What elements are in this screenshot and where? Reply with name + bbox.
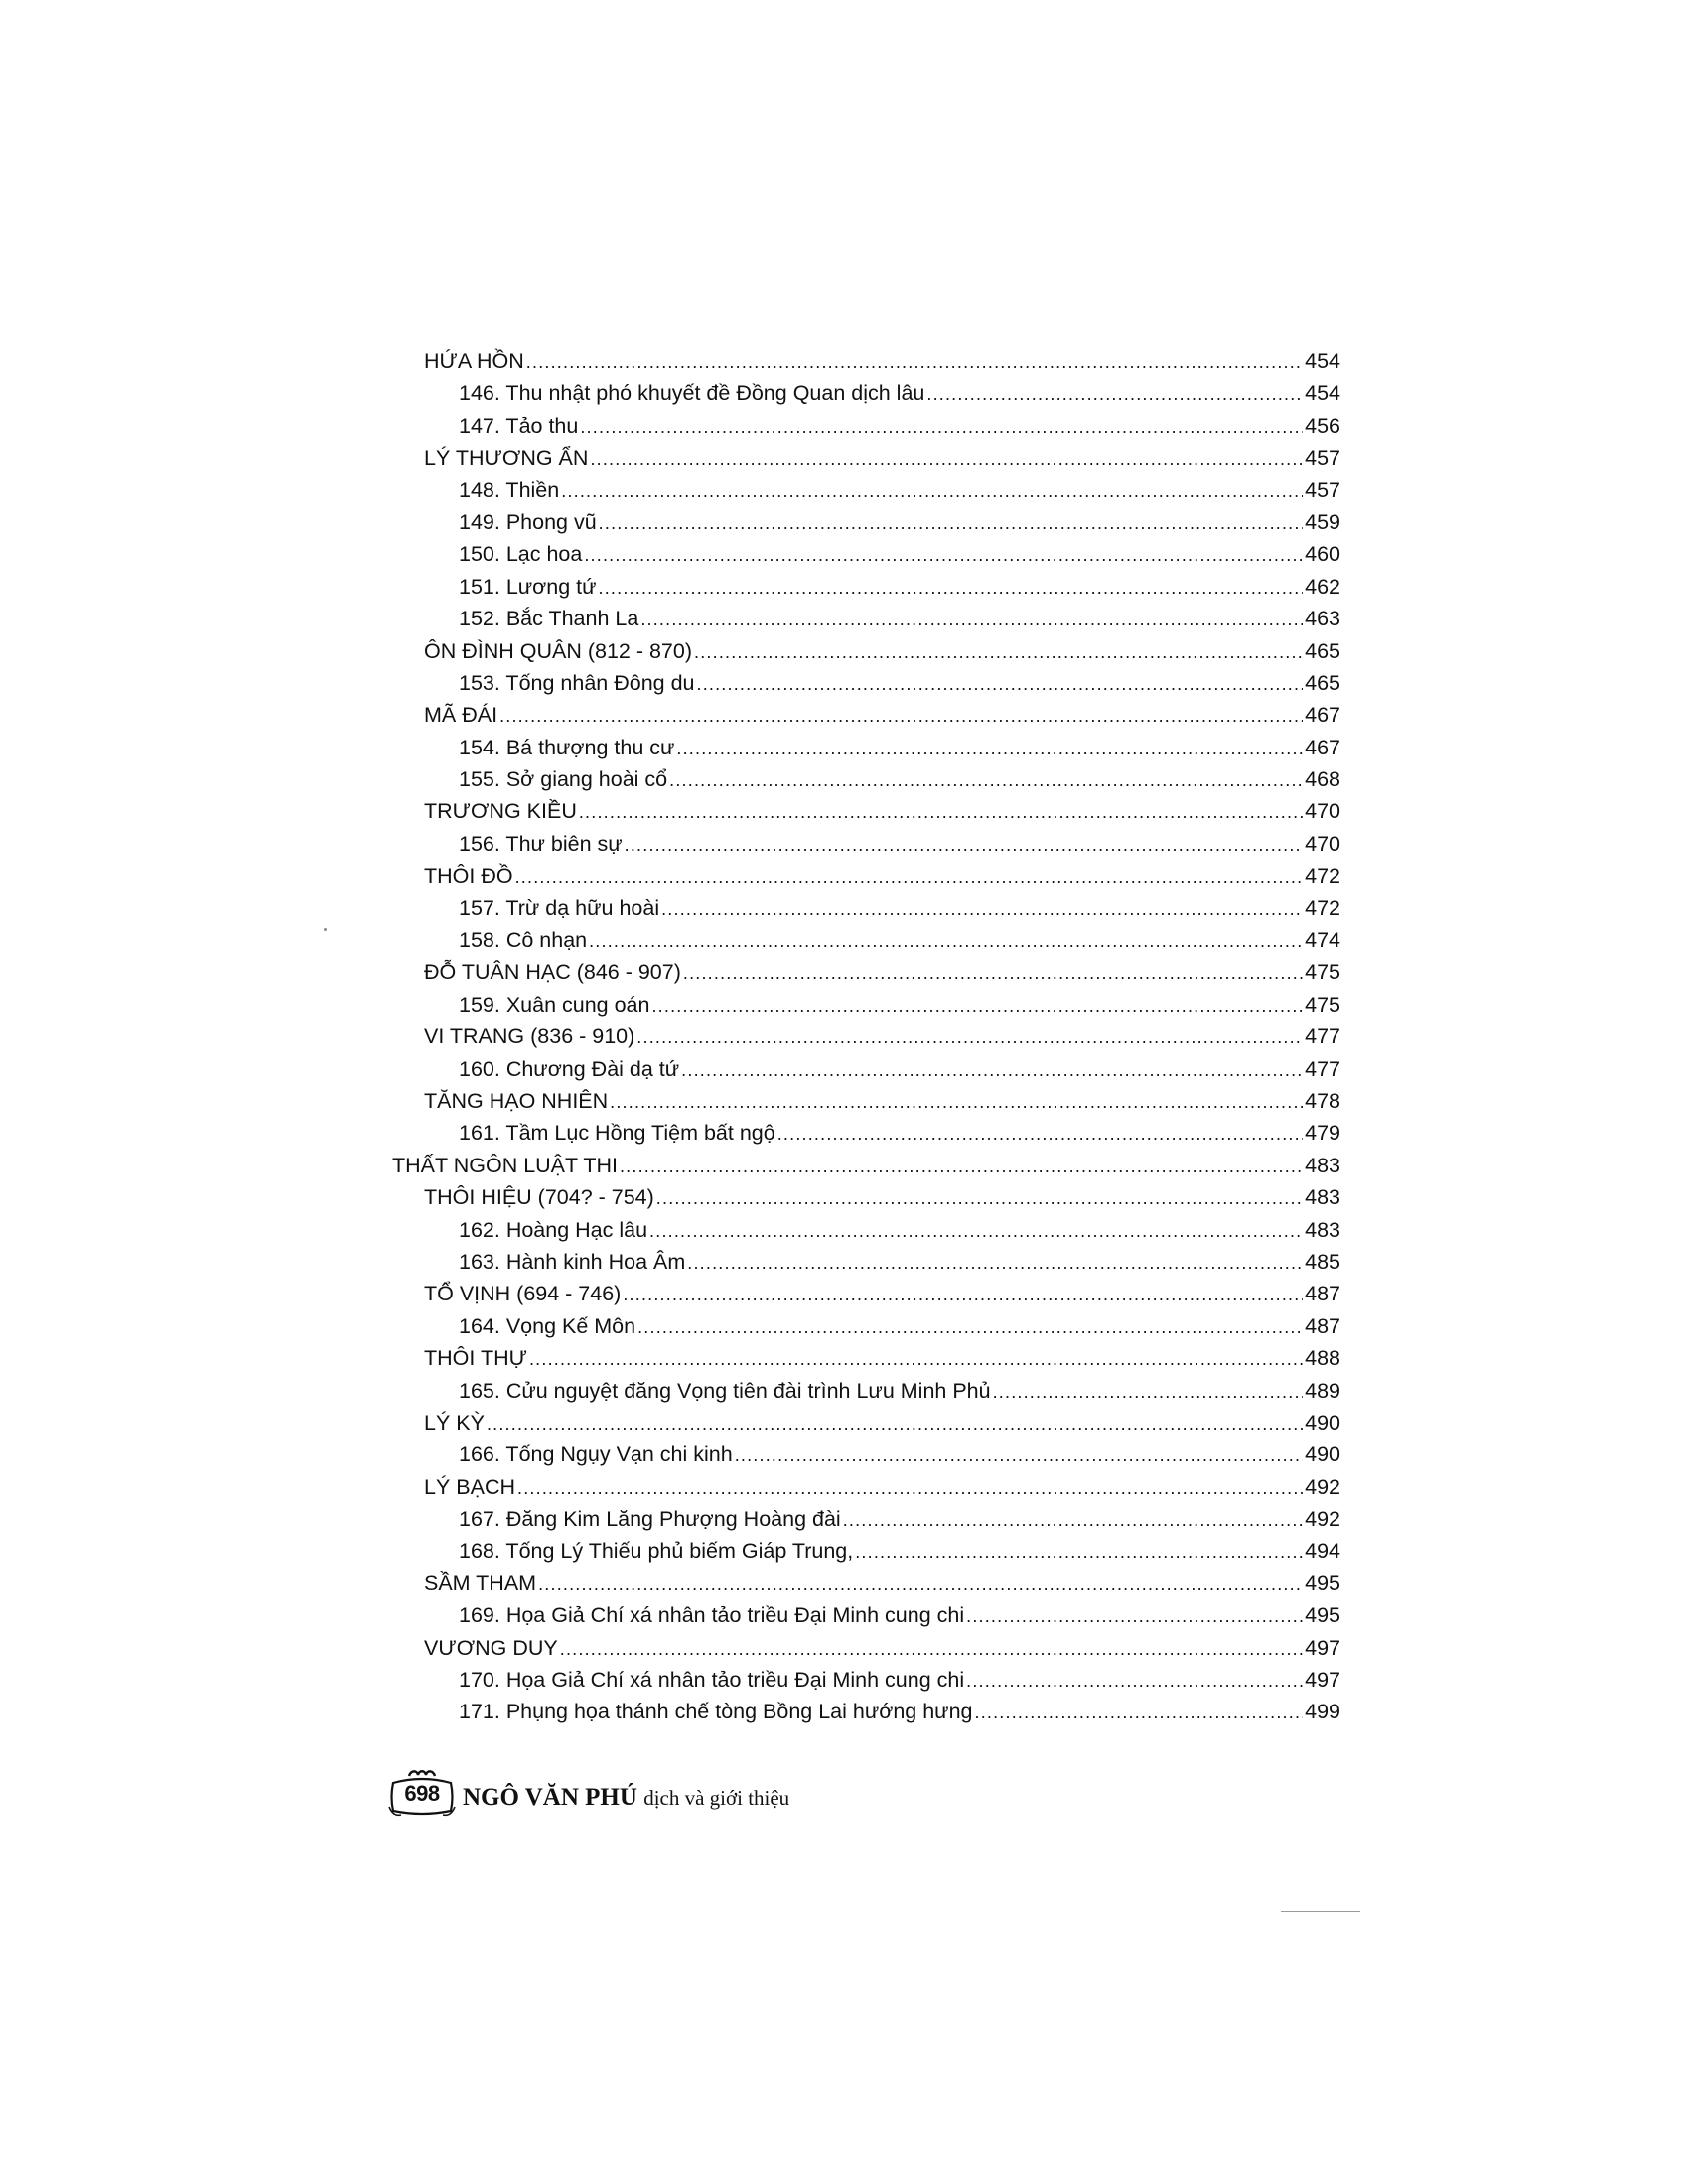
toc-dot-leader [517, 1472, 1303, 1504]
toc-entry-page: 487 [1305, 1313, 1340, 1338]
toc-entry-page: 454 [1305, 381, 1340, 406]
toc-author-entry [392, 956, 1340, 988]
toc-author-entry [392, 345, 1340, 377]
scan-mark-line [1281, 1911, 1360, 1912]
toc-dot-leader [529, 1343, 1303, 1375]
toc-entry-title: ĐỖ TUÂN HẠC (846 - 907) [424, 960, 681, 985]
toc-dot-leader [649, 1215, 1303, 1247]
toc-entry-title: 163. Hành kinh Hoa Âm [459, 1249, 686, 1274]
toc-entry-title: THÔI ĐỒ [424, 864, 513, 888]
toc-dot-leader [599, 507, 1303, 539]
toc-poem-entry [392, 410, 1340, 442]
toc-entry-title: THẤT NGÔN LUẬT THI [392, 1153, 618, 1177]
toc-entry-page: 462 [1305, 574, 1340, 599]
toc-dot-leader [625, 829, 1303, 861]
toc-entry-page: 492 [1305, 1474, 1340, 1499]
toc-entry-page: 472 [1305, 864, 1340, 888]
toc-entry-page: 485 [1305, 1249, 1340, 1274]
toc-entry-page: 457 [1305, 446, 1340, 471]
toc-entry-page: 465 [1305, 638, 1340, 663]
toc-entry-title: TĂNG HẠO NHIÊN [424, 1088, 609, 1113]
toc-dot-leader [561, 476, 1303, 507]
toc-dot-leader [687, 1247, 1303, 1279]
toc-poem-entry [392, 1053, 1340, 1085]
scan-dot [324, 928, 327, 931]
toc-author-entry [392, 1568, 1340, 1599]
toc-entry-title: 148. Thiền [459, 478, 560, 502]
toc-entry-title: 149. Phong vũ [459, 509, 597, 534]
toc-dot-leader [487, 1408, 1303, 1439]
toc-dot-leader [683, 957, 1303, 989]
toc-dot-leader [926, 378, 1303, 410]
toc-dot-leader [697, 668, 1304, 700]
toc-entry-title: 146. Thu nhật phó khuyết đề Đồng Quan dịch lâu [459, 381, 925, 406]
toc-dot-leader [538, 1569, 1303, 1600]
toc-entry-page: 479 [1305, 1121, 1340, 1146]
toc-dot-leader [676, 733, 1303, 764]
toc-dot-leader [560, 1633, 1303, 1665]
toc-dot-leader [966, 1665, 1303, 1697]
toc-author-entry [392, 1471, 1340, 1503]
toc-poem-entry [392, 1664, 1340, 1696]
toc-entry-page: 494 [1305, 1539, 1340, 1564]
toc-poem-entry [392, 924, 1340, 956]
toc-poem-entry [392, 1599, 1340, 1631]
toc-entry-title: 153. Tống nhân Đông du [459, 670, 695, 695]
toc-poem-entry [392, 828, 1340, 860]
toc-entry-page: 463 [1305, 607, 1340, 631]
toc-entry-title: LÝ THƯƠNG ẨN [424, 446, 589, 471]
toc-entry-title: 159. Xuân cung oán [459, 992, 650, 1017]
toc-entry-page: 467 [1305, 735, 1340, 759]
toc-dot-leader [589, 925, 1303, 957]
author-subtitle: dịch và giới thiệu [643, 1786, 790, 1810]
toc-entry-title: 155. Sở giang hoài cổ [459, 767, 668, 792]
toc-entry-title: 147. Tảo thu [459, 413, 579, 438]
toc-entry-page: 497 [1305, 1668, 1340, 1693]
toc-poem-entry [392, 538, 1340, 570]
toc-entry-page: 490 [1305, 1442, 1340, 1467]
toc-poem-entry [392, 1246, 1340, 1278]
toc-dot-leader [580, 411, 1303, 443]
toc-entry-title: MÃ ĐÁI [424, 703, 498, 728]
toc-entry-title: 154. Bá thượng thu cư [459, 735, 675, 759]
toc-poem-entry [392, 1117, 1340, 1149]
toc-author-entry [392, 442, 1340, 474]
toc-entry-page: 457 [1305, 478, 1340, 502]
toc-entry-title: 157. Trừ dạ hữu hoài [459, 895, 660, 920]
toc-dot-leader [579, 796, 1303, 828]
toc-dot-leader [636, 1022, 1303, 1053]
toc-entry-page: 460 [1305, 542, 1340, 567]
toc-poem-entry [392, 667, 1340, 699]
toc-entry-title: 151. Lương tứ [459, 574, 597, 599]
toc-entry-title: ÔN ĐÌNH QUÂN (812 - 870) [424, 638, 693, 663]
toc-entry-title: 171. Phụng họa thánh chế tòng Bồng Lai hướng hưng [459, 1700, 973, 1724]
toc-poem-entry [392, 1214, 1340, 1246]
toc-author-entry [392, 1181, 1340, 1213]
toc-entry-page: 477 [1305, 1056, 1340, 1081]
toc-dot-leader [777, 1118, 1303, 1150]
toc-author-entry [392, 1278, 1340, 1309]
toc-entry-title: 161. Tầm Lục Hồng Tiệm bất ngộ [459, 1121, 775, 1146]
toc-entry-page: 478 [1305, 1088, 1340, 1113]
toc-entry-title: 164. Vọng Kế Môn [459, 1313, 636, 1338]
toc-entry-page: 467 [1305, 703, 1340, 728]
toc-entry-page: 456 [1305, 413, 1340, 438]
page-number: 698 [404, 1781, 440, 1806]
toc-dot-leader [515, 861, 1304, 892]
toc-dot-leader [661, 893, 1303, 925]
toc-entry-page: 477 [1305, 1024, 1340, 1049]
toc-author-entry [392, 860, 1340, 891]
toc-entry-page: 487 [1305, 1282, 1340, 1306]
toc-entry-page: 468 [1305, 767, 1340, 792]
toc-dot-leader [620, 1151, 1303, 1182]
toc-entry-title: 156. Thư biên sự [459, 831, 623, 856]
toc-section-entry [392, 1150, 1340, 1181]
toc-entry-page: 475 [1305, 960, 1340, 985]
toc-entry-page: 483 [1305, 1217, 1340, 1242]
toc-dot-leader [584, 539, 1303, 571]
toc-entry-page: 483 [1305, 1153, 1340, 1177]
toc-entry-title: 150. Lạc hoa [459, 542, 583, 567]
toc-poem-entry [392, 571, 1340, 603]
toc-poem-entry [392, 1696, 1340, 1727]
toc-entry-page: 459 [1305, 509, 1340, 534]
toc-entry-title: LÝ BẠCH [424, 1474, 516, 1499]
toc-entry-title: 165. Cửu nguyệt đăng Vọng tiên đài trình Lưu Minh Phủ [459, 1378, 991, 1403]
toc-entry-page: 495 [1305, 1603, 1340, 1628]
toc-dot-leader [610, 1086, 1303, 1118]
toc-entry-title: HỨA HỒN [424, 349, 524, 373]
toc-poem-entry [392, 732, 1340, 763]
toc-poem-entry [392, 1375, 1340, 1407]
author-credit [463, 1774, 789, 1812]
toc-entry-title: SẦM THAM [424, 1570, 537, 1595]
toc-dot-leader [656, 1182, 1303, 1214]
toc-author-entry [392, 1342, 1340, 1374]
toc-entry-title: 152. Bắc Thanh La [459, 607, 639, 631]
toc-dot-leader [651, 990, 1303, 1022]
toc-poem-entry [392, 1503, 1340, 1535]
toc-poem-entry [392, 763, 1340, 795]
toc-dot-leader [855, 1536, 1303, 1568]
toc-author-entry [392, 1085, 1340, 1117]
toc-entry-title: 158. Cô nhạn [459, 928, 588, 953]
toc-entry-title: VƯƠNG DUY [424, 1635, 558, 1660]
toc-entry-page: 475 [1305, 992, 1340, 1017]
page-number-badge [387, 1767, 457, 1819]
author-name: NGÔ VĂN PHÚ [463, 1784, 637, 1811]
toc-poem-entry [392, 475, 1340, 506]
toc-poem-entry [392, 1310, 1340, 1342]
toc-entry-title: THÔI HIỆU (704? - 754) [424, 1185, 654, 1210]
toc-entry-title: 160. Chương Đài dạ tứ [459, 1056, 680, 1081]
toc-dot-leader [599, 572, 1304, 604]
toc-dot-leader [843, 1504, 1303, 1536]
toc-dot-leader [966, 1600, 1303, 1632]
toc-entry-title: VI TRANG (836 - 910) [424, 1024, 635, 1049]
toc-author-entry [392, 699, 1340, 731]
toc-entry-title: LÝ KỲ [424, 1410, 485, 1434]
toc-poem-entry [392, 892, 1340, 924]
toc-entry-page: 489 [1305, 1378, 1340, 1403]
toc-entry-page: 470 [1305, 831, 1340, 856]
toc-dot-leader [623, 1279, 1303, 1310]
toc-dot-leader [681, 1054, 1303, 1086]
toc-entry-page: 492 [1305, 1507, 1340, 1532]
toc-poem-entry [392, 1535, 1340, 1567]
toc-entry-title: 162. Hoàng Hạc lâu [459, 1217, 648, 1242]
toc-dot-leader [975, 1697, 1304, 1728]
toc-entry-page: 483 [1305, 1185, 1340, 1210]
toc-entry-title: TỔ VỊNH (694 - 746) [424, 1282, 622, 1306]
toc-dot-leader [590, 443, 1303, 475]
toc-poem-entry [392, 506, 1340, 538]
toc-dot-leader [637, 1311, 1303, 1343]
table-of-contents [392, 345, 1340, 1728]
toc-entry-title: 167. Đăng Kim Lăng Phượng Hoàng đài [459, 1507, 841, 1532]
toc-dot-leader [526, 346, 1303, 378]
toc-author-entry [392, 1407, 1340, 1438]
toc-dot-leader [993, 1376, 1304, 1408]
toc-entry-page: 474 [1305, 928, 1340, 953]
toc-entry-page: 497 [1305, 1635, 1340, 1660]
toc-poem-entry [392, 1438, 1340, 1470]
toc-entry-title: TRƯƠNG KIỀU [424, 799, 577, 824]
toc-entry-page: 488 [1305, 1346, 1340, 1371]
toc-dot-leader [499, 700, 1303, 732]
toc-author-entry [392, 795, 1340, 827]
toc-entry-title: THÔI THỰ [424, 1346, 527, 1371]
toc-poem-entry [392, 989, 1340, 1021]
toc-entry-page: 454 [1305, 349, 1340, 373]
toc-dot-leader [640, 604, 1303, 635]
toc-author-entry [392, 635, 1340, 667]
toc-author-entry [392, 1021, 1340, 1052]
toc-dot-leader [669, 764, 1303, 796]
page-footer [387, 1763, 789, 1823]
toc-entry-page: 495 [1305, 1570, 1340, 1595]
toc-entry-title: 168. Tống Lý Thiếu phủ biếm Giáp Trung, [459, 1539, 854, 1564]
toc-entry-page: 472 [1305, 895, 1340, 920]
toc-author-entry [392, 1632, 1340, 1664]
toc-entry-title: 166. Tống Ngụy Vạn chi kinh [459, 1442, 733, 1467]
toc-entry-title: 170. Họa Giả Chí xá nhân tảo triều Đại Minh cung chi [459, 1668, 965, 1693]
toc-entry-page: 470 [1305, 799, 1340, 824]
toc-entry-page: 490 [1305, 1410, 1340, 1434]
toc-entry-title: 169. Họa Giả Chí xá nhân tảo triều Đại Minh cung chi [459, 1603, 965, 1628]
toc-dot-leader [694, 636, 1303, 668]
toc-entry-page: 465 [1305, 670, 1340, 695]
toc-entry-page: 499 [1305, 1700, 1340, 1724]
toc-poem-entry [392, 603, 1340, 634]
toc-dot-leader [735, 1439, 1303, 1471]
toc-poem-entry [392, 377, 1340, 409]
